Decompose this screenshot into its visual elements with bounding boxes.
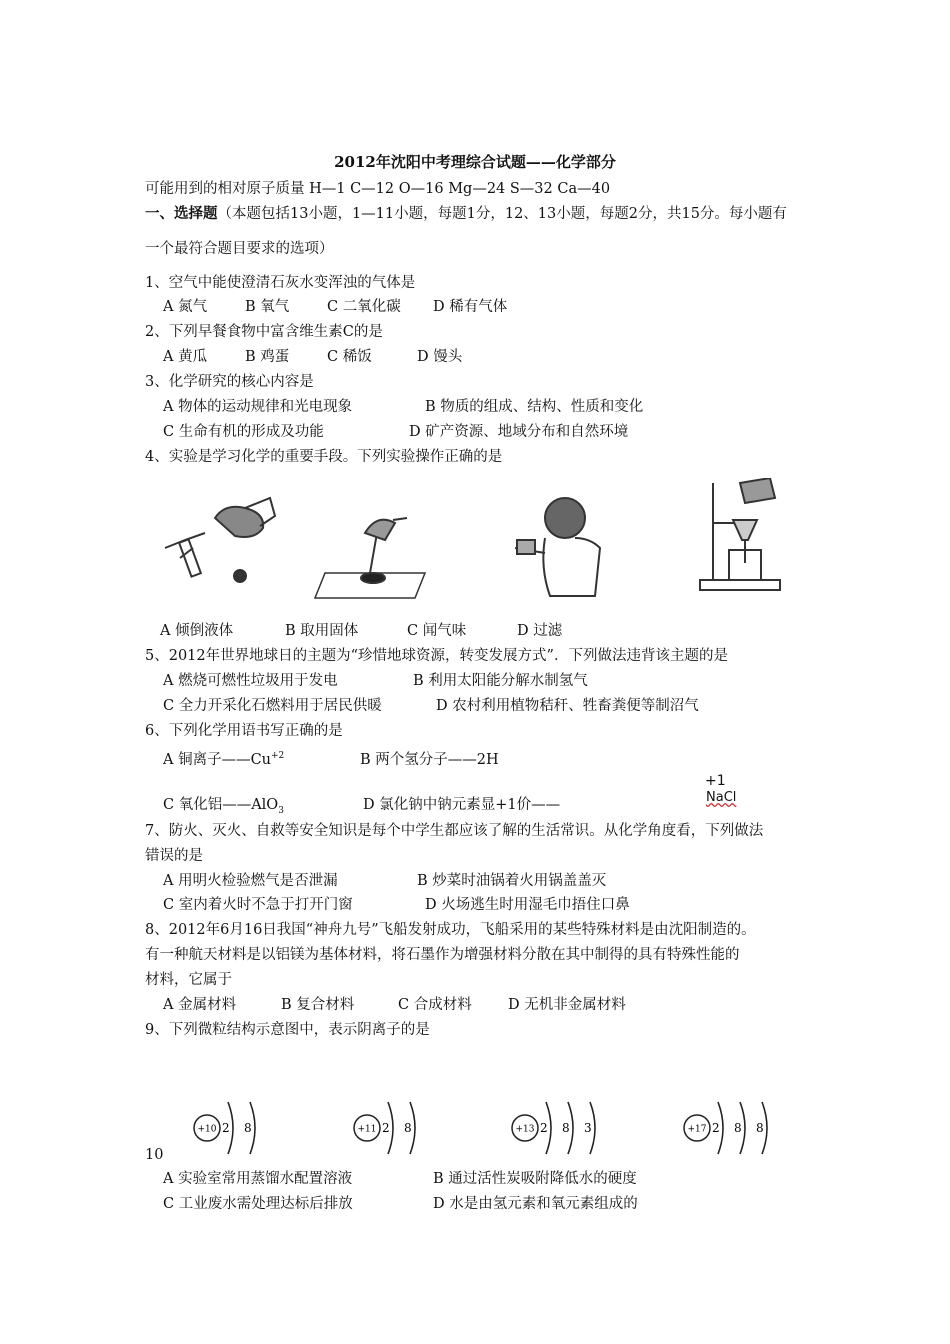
q6-option-a-charge: +2 (271, 751, 285, 761)
q5-option-a: A 燃烧可燃性垃圾用于发电 (163, 673, 338, 689)
q6-option-c (163, 796, 363, 820)
nucleus-charge: +11 (357, 1124, 377, 1135)
q8-stem: 8、2012年6月16日我国“神舟九号”飞船发射成功，飞船采用的某些特殊材料是由沈阳制造的。 (145, 922, 756, 938)
q6-option-a-text: A 铜离子——Cu (163, 751, 272, 768)
pouring-liquid-figure (165, 498, 275, 582)
q5-option-c: C 全力开采化石燃料用于居民供暖 (163, 698, 382, 714)
q8-option-b: B 复合材料 (281, 997, 355, 1013)
taking-solid-figure (315, 518, 425, 598)
q6-options-row1 (163, 747, 499, 769)
q6-options-row2 (163, 796, 560, 820)
smelling-gas-figure (515, 498, 600, 596)
nucleus-charge: +13 (515, 1124, 535, 1135)
q7-option-d: D 火场逃生时用湿毛巾捂住口鼻 (425, 897, 630, 913)
q10-options-row1 (163, 1170, 637, 1188)
q3-option-d: D 矿产资源、地域分布和自然环境 (409, 424, 629, 440)
atom-diagram-3 (512, 1102, 595, 1154)
q10-option-d: D 水是由氢元素和氧元素组成的 (433, 1196, 638, 1212)
q1-stem: 1、空气中能使澄清石灰水变浑浊的气体是 (145, 275, 416, 291)
q8-option-c: C 合成材料 (398, 997, 472, 1013)
q8-option-a: A 金属材料 (163, 997, 237, 1013)
q3-stem: 3、化学研究的核心内容是 (145, 374, 314, 390)
filtration-figure (700, 478, 780, 590)
nucleus-charge: +17 (687, 1124, 707, 1135)
electron-count: 2 (712, 1121, 720, 1135)
electron-count: 2 (222, 1121, 230, 1135)
q6-option-a (163, 747, 360, 769)
q4-option-a: A 倾倒液体 (160, 623, 234, 639)
atomic-masses: 可能用到的相对原子质量 H—1 C—12 O—16 Mg—24 S—32 Ca—40 (145, 181, 611, 197)
q6-option-c-text: C 氧化铝——AlO (163, 797, 279, 813)
q8-stem-cont-1: 有一种航天材料是以铝镁为基体材料，将石墨作为增强材料分散在其中制得的具有特殊性能的 (145, 947, 740, 963)
q2-option-d: D 馒头 (417, 349, 463, 365)
q6-option-b: B 两个氢分子——2H (360, 751, 499, 768)
q10-number: 10 (145, 1147, 164, 1163)
electron-count: 2 (382, 1121, 390, 1135)
electron-count: 8 (404, 1121, 412, 1135)
q7-options-row2 (163, 896, 630, 914)
q6-option-c-subscript: 3 (278, 805, 284, 816)
q9-stem: 9、下列微粒结构示意图中，表示阴离子的是 (145, 1022, 430, 1038)
q1-option-c: C 二氧化碳 (327, 299, 401, 315)
q9-particle-structure-diagrams (185, 1095, 785, 1155)
atom-diagram-1 (194, 1102, 255, 1154)
electron-count: 3 (584, 1121, 592, 1135)
section-note-cont: 一个最符合题目要求的选项） (145, 241, 334, 257)
q1-option-b: B 氧气 (245, 299, 290, 315)
electron-count: 2 (540, 1121, 548, 1135)
q4-stem: 4、实验是学习化学的重要手段。下列实验操作正确的是 (145, 449, 503, 465)
q3-options-row2 (163, 423, 628, 441)
electron-count: 8 (756, 1121, 764, 1135)
atom-diagram-2 (354, 1102, 415, 1154)
q6-stem: 6、下列化学用语书写正确的是 (145, 723, 343, 739)
q7-option-b: B 炒菜时油锅着火用锅盖盖灭 (417, 873, 607, 889)
section-note: （本题包括13小题，1—11小题，每题1分，12、13小题，每题2分，共15分。每小题有 (217, 206, 787, 222)
q5-option-d: D 农村利用植物秸秆、牲畜粪便等制沼气 (436, 698, 699, 714)
page-title: 2012年沈阳中考理综合试题——化学部分 (334, 153, 616, 171)
q8-stem-cont-2: 材料，它属于 (145, 972, 232, 988)
q5-stem: 5、2012年世界地球日的主题为“珍惜地球资源，转变发展方式”．下列做法违背该主题的是 (145, 648, 728, 664)
q10-option-a: A 实验室常用蒸馏水配置溶液 (163, 1171, 353, 1187)
q7-option-c: C 室内着火时不急于打开门窗 (163, 897, 353, 913)
q7-stem: 7、防火、灭火、自救等安全知识是每个中学生都应该了解的生活常识。从化学角度看，下列做法 (145, 823, 764, 839)
q2-option-b: B 鸡蛋 (245, 349, 290, 365)
q4-option-c: C 闻气味 (407, 623, 467, 639)
q8-options (163, 996, 626, 1014)
q5-option-b: B 利用太阳能分解水制氢气 (413, 673, 588, 689)
q3-option-c: C 生命有机的形成及功能 (163, 424, 324, 440)
q3-options-row1 (163, 398, 643, 416)
q2-stem: 2、下列早餐食物中富含维生素C的是 (145, 324, 383, 340)
q1-options (163, 298, 507, 316)
q1-option-d: D 稀有气体 (433, 299, 508, 315)
electron-count: 8 (562, 1121, 570, 1135)
q1-option-a: A 氮气 (163, 299, 208, 315)
q3-option-b: B 物质的组成、结构、性质和变化 (425, 399, 644, 415)
q6-option-d: D 氯化钠中钠元素显+1价—— (363, 797, 561, 813)
q4-options (160, 622, 562, 640)
q6-charge-mark: +1 (705, 773, 726, 789)
q5-options-row2 (163, 697, 699, 715)
q4-option-b: B 取用固体 (285, 623, 359, 639)
q7-option-a: A 用明火检验燃气是否泄漏 (163, 873, 338, 889)
q2-options (163, 348, 462, 366)
q7-stem-cont: 错误的是 (145, 848, 203, 864)
q4-experiment-figures (145, 478, 805, 603)
q10-option-b: B 通过活性炭吸附降低水的硬度 (433, 1171, 637, 1187)
q2-option-a: A 黄瓜 (163, 349, 208, 365)
section-heading: 一、选择题 (145, 205, 218, 222)
nucleus-charge: +10 (197, 1124, 217, 1135)
q3-option-a: A 物体的运动规律和光电现象 (163, 399, 353, 415)
section-heading-line (145, 205, 787, 223)
q7-options-row1 (163, 872, 606, 890)
q2-option-c: C 稀饭 (327, 349, 372, 365)
q6-nacl-formula: NaCl (706, 790, 737, 805)
atom-diagram-4 (684, 1102, 767, 1154)
q8-option-d: D 无机非金属材料 (508, 997, 626, 1013)
electron-count: 8 (734, 1121, 742, 1135)
electron-count: 8 (244, 1121, 252, 1135)
q4-option-d: D 过滤 (517, 623, 563, 639)
q10-options-row2 (163, 1195, 638, 1213)
q10-option-c: C 工业废水需处理达标后排放 (163, 1196, 353, 1212)
q5-options-row1 (163, 672, 588, 690)
